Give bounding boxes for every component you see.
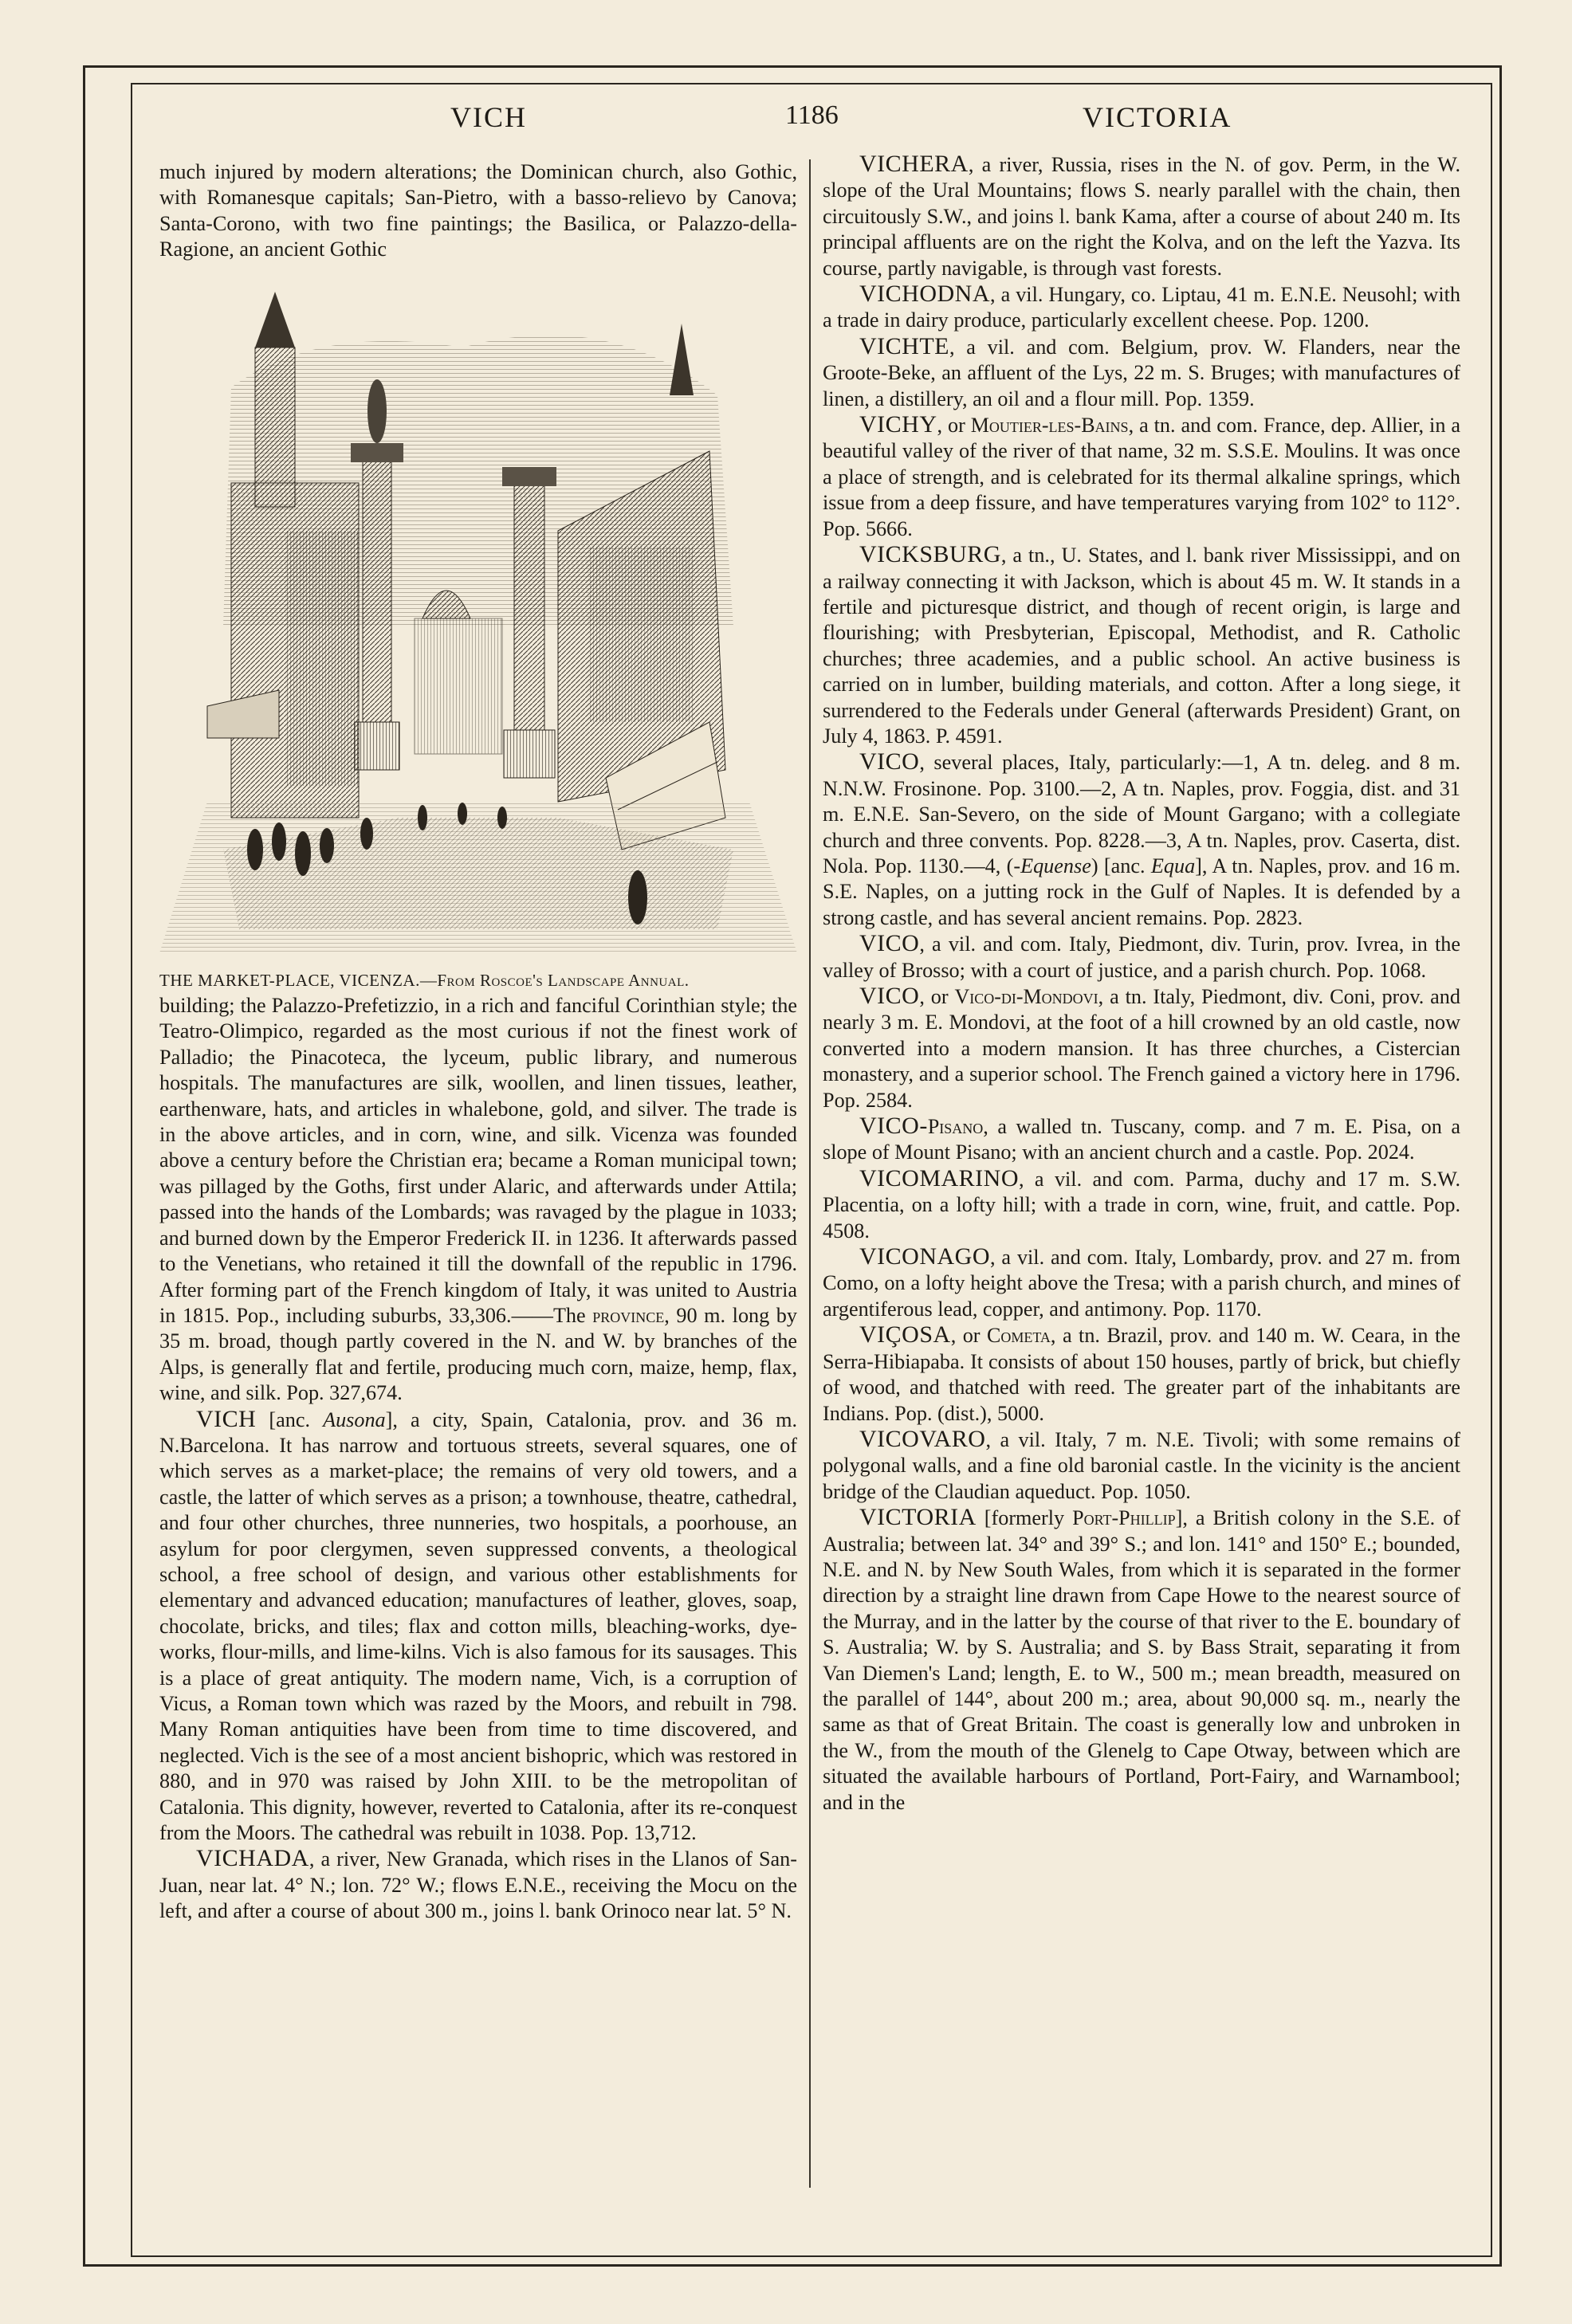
entry-vichodna — [823, 281, 1460, 334]
entry-text: , a tn. and com. France, dep. Allier, in a beautiful valley of the river of that name, 32 m. S.S.E. Moulins. It was once a place of strength, and is celebrated for its thermal alkaline springs, which issue from a deep fissure, and have temperatures varying from 102° to 112°. Pop. 5666. — [823, 414, 1460, 540]
caption-title: THE MARKET-PLACE, VICENZA.— — [159, 970, 438, 990]
entry-text: , or — [919, 985, 955, 1008]
headword-vicovaro: VICOVARO — [859, 1425, 986, 1452]
entry-text: , or — [937, 414, 971, 438]
page-number: 1186 — [785, 100, 839, 130]
column-divider — [809, 159, 811, 2188]
headword-vico-pisano: VICO- — [859, 1113, 928, 1140]
ancient-name: Ausona — [323, 1407, 386, 1431]
alt-name: Moutier-les-Bains — [970, 414, 1129, 438]
header-left-word: VICH — [450, 101, 527, 133]
italic-name: -Equense — [1013, 854, 1091, 877]
headword-vichada: VICHADA — [196, 1845, 309, 1872]
headword-victoria: VICTORIA — [859, 1504, 977, 1531]
headword-vico: VICO — [859, 930, 920, 957]
entry-text: ], a city, Spain, Catalonia, prov. and 36 m. N.Barcelona. It has narrow and tortuous streets, several squares, one of which serves as a market-place; the remains of very old towers, and a castle, the latter of which serves as a prison; a townhouse, theatre, cathedral, and four other churches, three nunneries, two hospitals, a poorhouse, an asylum for poor clergymen, seven suppressed convents, a theological school, a free school of design, and various other establishments for elementary and advanced education; manufactures of leather, gloves, soap, chocolate, bricks, and tiles; flax and cotton mills, bleaching-works, dye-works, flour-mills, and lime-kilns. Vich is also famous for its sausages. This is a place of great antiquity. The modern name, Vich, is a corruption of Vicus, a Roman town which was razed by the Moors, and rebuilt in 798. Many Roman antiquities have been from time to time discovered, and neglected. Vich is the see of a most ancient bishopric, which was restored in 880, and in 970 was raised by John XIII. to be the metropolitan of Catalonia. This dignity, however, reverted to Catalonia, after its re-conquest from the Moors. The cathedral was rebuilt in 1038. Pop. 13,712. — [159, 1407, 797, 1845]
entry-text: [anc. — [256, 1407, 324, 1431]
entry-vico-piedmont — [823, 931, 1460, 983]
entry-text: , a vil. and com. Italy, Lombardy, prov. and 27 m. from Como, on a lofty height above the Tresa; with a parish church, and mines of argentiferous lead, copper, and antimony. Pop. 1170. — [823, 1246, 1460, 1321]
entry-text: ) [anc. — [1091, 854, 1151, 877]
entry-text: , a tn., U. States, and l. bank river Mississippi, and on a railway connecting it with Jackson, which is about 45 m. W. It stands in a fertile and picturesque district, and though of recent origin, is large and flourishing; with Presbyterian, Episcopal, Methodist, and R. Catholic churches; three academies, and a public school. An active business is carried on in lumber, building materials, and cotton. After a long siege, it surrendered to the Federals under General (afterwards President) Grant, on July 4, 1863. P. 4591. — [823, 544, 1460, 748]
entry-text: [formerly — [976, 1506, 1073, 1530]
vicenza-text-1: much injured by modern alterations; the Dominican church, also Gothic, with Romanesque capitals; San-Pietro, with a basso-relievo by Canova; Santa-Corono, with two fine paintings; the Basilica, or Palazzo-della-Ragione, an ancient Gothic — [159, 160, 797, 261]
headword-smallcaps: Pisano — [927, 1115, 984, 1139]
entry-text: , a walled tn. Tuscany, comp. and 7 m. E. Pisa, on a slope of Mount Pisano; with an ancient church and a castle. Pop. 2024. — [823, 1115, 1460, 1164]
vicenza-text-2: building; the Palazzo-Prefetizzio, in a rich and fanciful Corinthian style; the Teatro-Olimpico, regarded as the most curious if not the finest work of Palladio; the Pinacoteca, the lyceum, public library, and numerous hospitals. The manufactures are silk, woollen, and linen tissues, leather, earthenware, hats, and articles in whalebone, gold, and silver. The trade is in the above articles, and in corn, wine, and silk. Vicenza was founded above a century before the Christian era; became a Roman municipal town; was pillaged by the Goths, first under Alaric, and afterwards under Attila; passed into the hands of the Lombards; was ravaged by the plague in 1033; and burned down by the Emperor Frederick II. in 1236. It afterwards passed to the Venetians, who retained it till the downfall of the republic in 1796. After forming part of the French kingdom of Italy, it was united to Austria in 1815. Pop., including suburbs, 33,306.——The — [159, 994, 797, 1327]
province-smallcaps: province — [592, 1303, 665, 1327]
entry-viconago — [823, 1244, 1460, 1322]
headword-vichy: VICHY — [859, 411, 937, 438]
entry-text: ], a British colony in the S.E. of Australia; between lat. 34° and 39° S.; and lon. 141° and 150° E.; bounded, N.E. and N. by New South Wales, from which it is separated in the former direction by a straight line drawn from Cape Howe to the nearest source of the Murray, and in the latter by the course of that river to the E. boundary of S. Australia; W. by S. Australia; and S. by Bass Strait, separating it from Van Diemen's Land; length, E. to W., 500 m.; mean breadth, measured on the parallel of 144°, about 200 m.; area, about 90,000 sq. m., nearly the same as that of Great Britain. The coast is generally low and unbroken in the W., from the mouth of the Glenelg to Cape Otway, between which are situated the available harbours of Portland, Port-Fairy, and Warnambool; and in the — [823, 1506, 1460, 1814]
entry-vico-mondovi — [823, 983, 1460, 1113]
headword-vichodna: VICHODNA — [859, 281, 990, 308]
entry-text: , a vil. and com. Italy, Piedmont, div. Turin, prov. Ivrea, in the valley of Brosso; with a court of justice, and a parish church. Pop. 1068. — [823, 932, 1460, 982]
entry-vichada — [159, 1846, 797, 1924]
entry-text: , a river, New Granada, which rises in the Llanos of San-Juan, near lat. 4° N.; lon. 72° W.; flows E.N.E., receiving the Mocu on the left, and after a course of about 300 m., joins l. bank Orinoco near lat. 5° N. — [159, 1847, 797, 1923]
entry-vicomarino — [823, 1166, 1460, 1244]
vicenza-text-3: , 90 m. long by 35 m. broad, though partly covered in the N. and W. by branches of the Alps, is generally flat and fertile, producing much corn, maize, hemp, flax, wine, and silk. Pop. 327,674. — [159, 1303, 797, 1405]
headword-vico: VICO — [859, 748, 920, 775]
entry-vico — [823, 749, 1460, 931]
header-right-word: VICTORIA — [1083, 101, 1232, 133]
running-header — [143, 96, 1467, 135]
headword-vico: VICO — [859, 983, 920, 1009]
market-place-engraving — [159, 292, 797, 953]
headword-vichera: VICHERA — [859, 151, 969, 177]
left-column — [159, 159, 797, 1925]
alt-name: Cometa — [987, 1324, 1051, 1348]
entry-text: , or — [950, 1324, 988, 1348]
caption-source: From Roscoe's Landscape Annual. — [437, 970, 690, 990]
entry-vichera — [823, 151, 1460, 281]
alt-name: Vico-di-Mondovi — [954, 985, 1098, 1008]
entry-text: , a vil. and com. Parma, duchy and 17 m. S.W. Placentia, on a lofty hill; with a trade in corn, wine, fruit, and cattle. Pop. 4508. — [823, 1167, 1460, 1242]
former-name: Port-Phillip — [1072, 1506, 1176, 1530]
entry-vicksburg — [823, 542, 1460, 749]
entry-text: , a river, Russia, rises in the N. of gov. Perm, in the W. slope of the Ural Mountains; flows S. nearly parallel with the chain, then circuitously S.W., and joins l. bank Kama, after a course of about 240 m. Its principal affluents are on the right the Kolva, and on the left the Yazva. Its course, partly navigable, is through vast forests. — [823, 153, 1460, 280]
entry-vicosa — [823, 1322, 1460, 1427]
vicenza-continued-paragraph — [159, 159, 797, 263]
headword-vicosa: VIÇOSA — [859, 1321, 951, 1348]
vicenza-continued-paragraph-2 — [159, 993, 797, 1407]
headword-vicomarino: VICOMARINO — [859, 1164, 1019, 1191]
entry-vichte — [823, 334, 1460, 412]
headword-viconago: VICONAGO — [859, 1243, 990, 1270]
right-column — [823, 151, 1460, 1816]
entry-text: ], A tn. Naples, prov. and 16 m. S.E. Naples, on a jutting rock in the Gulf of Naples. It is defended by a strong castle, and has several ancient remains. Pop. 2823. — [823, 854, 1461, 929]
entry-vicovaro — [823, 1427, 1460, 1505]
headword-vich: VICH — [196, 1405, 257, 1432]
engraving-caption — [159, 968, 797, 993]
entry-text: , a vil. and com. Belgium, prov. W. Flanders, near the Groote-Beke, an affluent of the Lys, 22 m. S. Bruges; with manufactures of linen, a distillery, an oil and a flour mill. Pop. 1359. — [823, 335, 1460, 410]
entry-text: , several places, Italy, particularly:—1, A tn. deleg. and 8 m. N.N.W. Frosinone. Pop. 3100.—2, A tn. Naples, prov. Foggia, dist. and 31 m. E.N.E. San-Severo, on the side of Mount Gargano; with a collegiate church and three convents. Pop. 8228.—3, A tn. Naples, prov. Caserta, dist. Nola. Pop. 1130.—4, ( — [823, 751, 1460, 877]
entry-text: , a vil. Italy, 7 m. N.E. Tivoli; with some remains of polygonal walls, and a fine old baronial castle. In the vicinity is the ancient bridge of the Claudian aqueduct. Pop. 1050. — [823, 1427, 1460, 1503]
ancient-name: Equa — [1150, 854, 1196, 877]
entry-text: , a tn. Italy, Piedmont, div. Coni, prov. and nearly 3 m. E. Mondovi, at the foot of a hill crowned by an old castle, now converted into a modern mansion. It has three churches, a Cistercian monastery, and a superior school. The French gained a victory here in 1796. Pop. 2584. — [823, 985, 1460, 1112]
entry-vico-pisano — [823, 1113, 1460, 1166]
headword-vicksburg: VICKSBURG — [859, 541, 1001, 568]
entry-text: , a tn. Brazil, prov. and 140 m. W. Ceara, in the Serra-Hibiapaba. It consists of about 150 houses, partly of brick, but chiefly of wood, and thatched with reed. The greater part of the inhabitants are Indians. Pop. (dist.), 5000. — [823, 1324, 1460, 1425]
entry-victoria — [823, 1505, 1460, 1816]
headword-vichte: VICHTE — [859, 332, 949, 359]
engraving-illustration — [159, 292, 797, 953]
entry-text: , a vil. Hungary, co. Liptau, 41 m. E.N.E. Neusohl; with a trade in dairy produce, particularly excellent cheese. Pop. 1200. — [823, 283, 1460, 332]
entry-vich — [159, 1407, 797, 1847]
entry-vichy — [823, 412, 1460, 542]
